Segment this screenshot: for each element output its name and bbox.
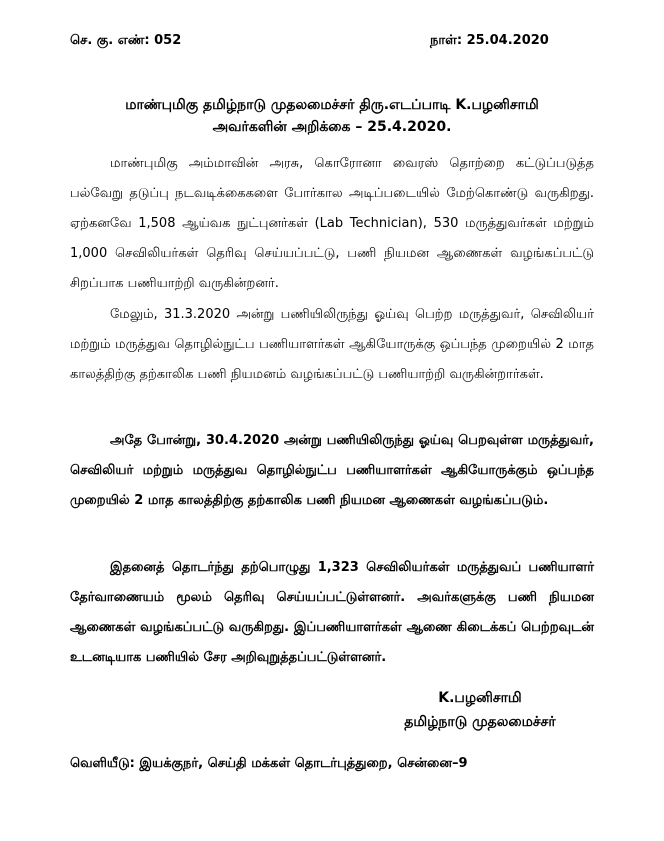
body-paragraph-1: மாண்புமிகு அம்மாவின் அரசு, கொரோனா வைரஸ் தொற்றை கட்டுப்படுத்த பல்வேறு தடுப்பு நடவடிக்கைகளை போர்கால அடிப்படையில் மேற்கொண்டு வருகிறது. ஏற்கனவே 1,508 ஆய்வக நுட்புனர்கள் (Lab Technician), 530 மருத்துவர்கள் மற்றும் 1,000 செவிலியர்கள் தெரிவு செய்யப்பட்டு, பணி நியமன ஆணைகள் வழங்கப்பட்டு சிறப்பாக பணியாற்றி வருகின்றனர்.	[70, 156, 594, 291]
reference-number: செ. கு. எண்: 052	[70, 33, 182, 48]
document-title	[60, 94, 604, 138]
signature-block	[380, 686, 580, 734]
signatory-designation: தமிழ்நாடு முதலமைச்சர்	[404, 714, 556, 730]
release-date: நாள்: 25.04.2020	[430, 33, 549, 48]
header-row	[70, 33, 590, 53]
title-line-1: மாண்புமிகு தமிழ்நாடு முதலமைச்சர் திரு.எடப்பாடி K.பழனிசாமி	[125, 97, 539, 113]
signatory-name: K.பழனிசாமி	[438, 690, 522, 706]
release-footer: வெளியீடு: இயக்குநர், செய்தி மக்கள் தொடர்புத்துறை, சென்னை–9	[70, 756, 468, 771]
body-paragraph-2: மேலும், 31.3.2020 அன்று பணியிலிருந்து ஓய்வு பெற்ற மருத்துவர், செவிலியர் மற்றும் மருத்துவ தொழில்நுட்ப பணியாளர்கள் ஆகியோருக்கு ஒப்பந்த முறையில் 2 மாத காலத்திற்கு தற்காலிக பணி நியமனம் வழங்கப்பட்டு பணியாற்றி வருகின்றார்கள்.	[70, 307, 594, 382]
body-paragraph-3: அதே போன்று, 30.4.2020 அன்று பணியிலிருந்து ஓய்வு பெறவுள்ள மருத்துவர், செவிலியர் மற்றும் மருத்துவ தொழில்நுட்ப பணியாளர்கள் ஆகியோருக்கும் ஒப்பந்த முறையில் 2 மாத காலத்திற்கு தற்காலிக பணி நியமன ஆணைகள் வழங்கப்படும்.	[70, 433, 594, 508]
body-paragraph-4: இதனைத் தொடர்ந்து தற்பொழுது 1,323 செவிலியர்கள் மருத்துவப் பணியாளர் தேர்வாணையம் மூலம் தெரிவு செய்யப்பட்டுள்ளனர். அவர்களுக்கு பணி நியமன ஆணைகள் வழங்கப்பட்டு வருகிறது. இப்பணியாளர்கள் ஆணை கிடைக்கப் பெற்றவுடன் உடனடியாக பணியில் சேர அறிவுறுத்தப்பட்டுள்ளனர்.	[70, 560, 594, 665]
title-line-2: அவர்களின் அறிக்கை – 25.4.2020.	[212, 119, 452, 135]
